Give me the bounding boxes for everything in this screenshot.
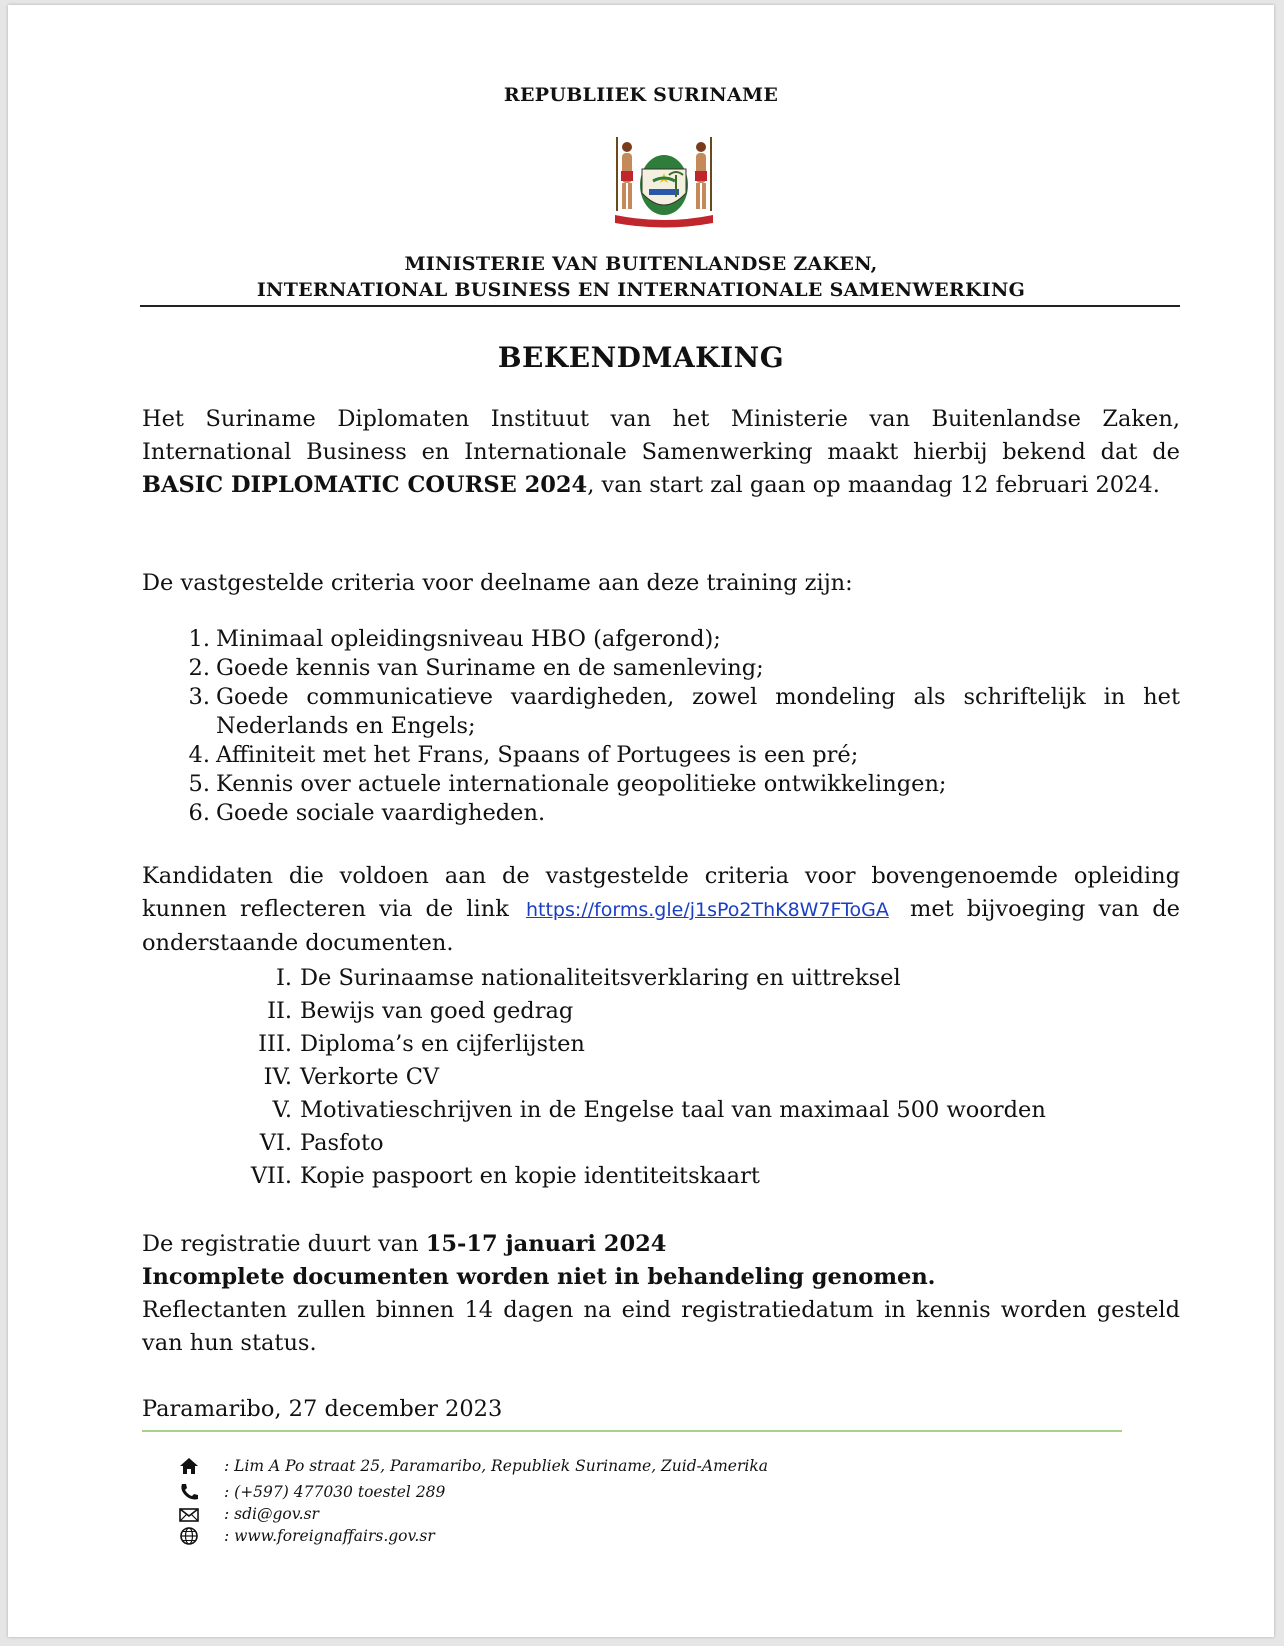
status-note: Reflectanten zullen binnen 14 dagen na eind registratiedatum in kennis worden gesteld van hun status. [142,1297,1180,1356]
list-item-text: Kennis over actuele internationale geopolitieke ontwikkelingen; [216,771,947,797]
criteria-intro: De vastgestelde criteria voor deelname aan deze training zijn: [142,570,853,596]
list-item-number: VI. [259,1130,292,1156]
list-item-text: Bewijs van goed gedrag [300,998,574,1024]
list-item-text: Pasfoto [300,1130,384,1156]
intro-paragraph [142,403,1180,502]
list-item [142,799,1180,828]
registration-text: De registratie duurt van [142,1231,419,1257]
list-item [142,962,1180,995]
list-item [142,654,1180,683]
list-item-text: De Surinaamse nationaliteitsverklaring en uittreksel [300,965,901,991]
criteria-list [142,625,1180,828]
list-item-number: 1. [188,626,210,652]
globe-icon [178,1526,200,1546]
registration-dates: 15-17 januari 2024 [425,1231,667,1257]
document-title: BEKENDMAKING [497,341,785,374]
course-name: BASIC DIPLOMATIC COURSE 2024 [142,472,588,498]
header-divider [140,305,1180,307]
intro-text-before: Het Suriname Diplomaten Instituut van het Ministerie van Buitenlandse Zaken, International Business en Internationale Samenwerking maakt hierbij bekend dat de [142,406,1180,465]
document-page [8,5,1274,1637]
list-item-number: 3. [188,684,210,710]
list-item-text: Goede sociale vaardigheden. [216,800,546,826]
list-item [142,1061,1180,1094]
list-item-text: Motivatieschrijven in de Engelse taal van maximaal 500 woorden [300,1097,1046,1123]
application-form-link[interactable]: https://forms.gle/j1sPo2ThK8W7FToGA [525,899,889,921]
list-item [142,1127,1180,1160]
republic-heading: REPUBLIIEK SURINAME [503,84,779,106]
list-item-text: Goede communicatieve vaardigheden, zowel mondeling als schriftelijk in het Nederlands en Engels; [216,684,1180,739]
footer-website: : www.foreignaffairs.gov.sr [224,1527,435,1545]
application-paragraph [142,860,1180,960]
registration-period [142,1228,1180,1261]
phone-icon [178,1482,200,1502]
list-item [142,770,1180,799]
list-item-number: IV. [263,1064,292,1090]
ministry-line-1: MINISTERIE VAN BUITENLANDSE ZAKEN, [404,253,878,275]
list-item [142,995,1180,1028]
footer-phone: : (+597) 477030 toestel 289 [224,1483,446,1501]
envelope-icon [178,1504,200,1524]
list-item-number: 5. [188,771,210,797]
list-item-number: VII. [250,1163,292,1189]
list-item [142,1028,1180,1061]
list-item-text: Verkorte CV [300,1064,440,1090]
application-text-before: Kandidaten die voldoen aan de vastgestelde criteria voor bovengenoemde opleiding kunnen reflecteren via de link [142,863,1180,922]
list-item-number: II. [267,998,292,1024]
list-item [142,683,1180,741]
home-icon [178,1456,200,1476]
list-item-text: Diploma’s en cijferlijsten [300,1031,585,1057]
list-item-number: 4. [188,742,210,768]
list-item-number: 6. [188,800,210,826]
place-date: Paramaribo, 27 december 2023 [142,1396,503,1422]
footer-divider [142,1430,1122,1432]
intro-text-after: , van start zal gaan op maandag 12 februari 2024. [587,472,1160,498]
list-item-number: 2. [188,655,210,681]
registration-section [142,1228,1180,1360]
list-item-text: Minimaal opleidingsniveau HBO (afgerond); [216,626,721,652]
list-item-number: I. [275,965,292,991]
list-item-text: Kopie paspoort en kopie identiteitskaart [300,1163,760,1189]
required-documents-list [142,962,1180,1193]
list-item [142,1094,1180,1127]
list-item-text: Affiniteit met het Frans, Spaans of Portugees is een pré; [216,742,859,768]
incomplete-warning: Incomplete documenten worden niet in behandeling genomen. [142,1264,936,1290]
footer-email: : sdi@gov.sr [224,1505,319,1523]
list-item-text: Goede kennis van Suriname en de samenleving; [216,655,764,681]
coat-of-arms-emblem [609,133,719,229]
ministry-line-2: INTERNATIONAL BUSINESS EN INTERNATIONALE SAMENWERKING [256,279,1026,301]
application-text-after: met bijvoeging van de onderstaande documenten. [142,896,1181,956]
list-item [142,741,1180,770]
list-item [142,1160,1180,1193]
list-item [142,625,1180,654]
list-item-number: III. [258,1031,292,1057]
footer-address: : Lim A Po straat 25, Paramaribo, Republiek Suriname, Zuid-Amerika [224,1457,768,1475]
ministry-heading [8,251,1274,303]
list-item-number: V. [272,1097,292,1123]
